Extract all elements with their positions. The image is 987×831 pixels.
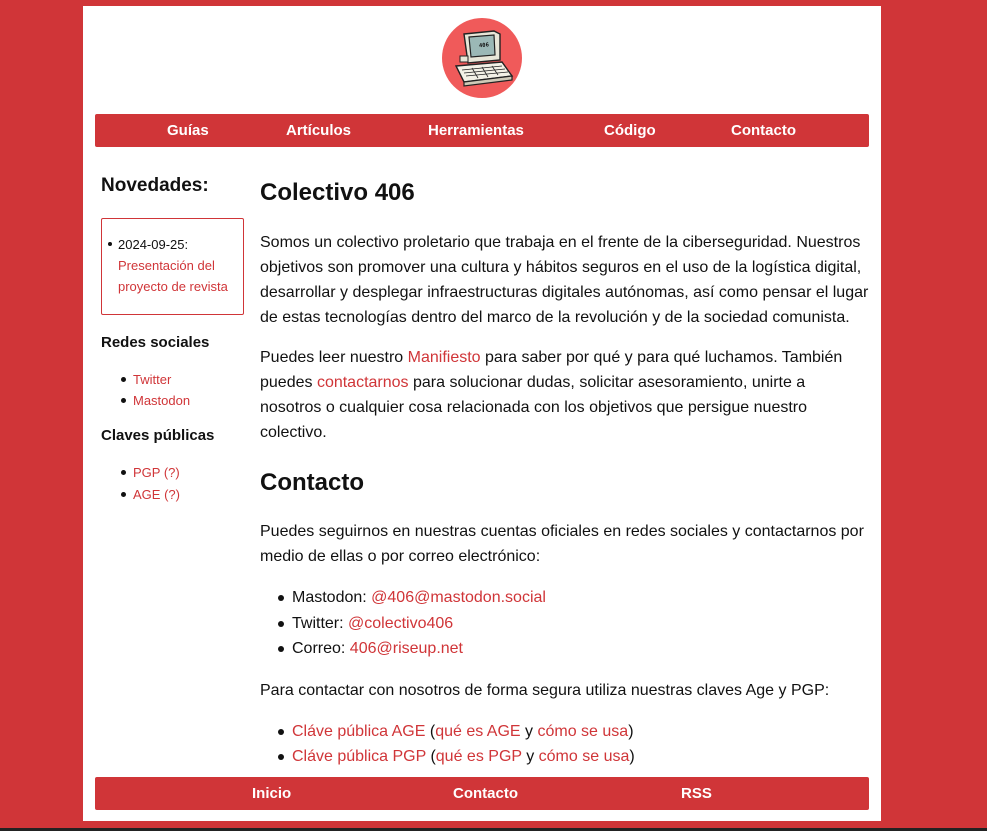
contact-item-mastodon xyxy=(260,585,870,611)
key-item-age-main xyxy=(260,719,870,745)
news-box xyxy=(101,218,244,315)
keys-main-list xyxy=(260,719,870,770)
nav-item-codigo[interactable]: Código xyxy=(604,122,656,139)
sidebar xyxy=(101,174,244,506)
keys-list xyxy=(101,462,244,506)
pgp-key-link[interactable]: PGP (?) xyxy=(133,465,180,480)
intro-paragraph: Somos un colectivo proletario que trabaja en el frente de la ciberseguridad. Nuestros objetivos son promover una cultura y hábitos seguros en el uso de la logística digital, desarrollar y desplegar infraestructuras digitales autónomas, así como pensar el lugar de estas tecnologías dentro del marco de la revolución y de la sociedad comunista. xyxy=(260,234,869,326)
and-text: y xyxy=(520,722,538,740)
social-item-twitter xyxy=(101,369,244,390)
pgp-public-key-link[interactable]: Cláve pública PGP xyxy=(292,748,426,765)
what-is-pgp-link[interactable]: qué es PGP xyxy=(435,748,522,765)
intro-text-1: Puedes leer nuestro xyxy=(260,349,408,366)
contact-list xyxy=(260,585,870,662)
footer-item-rss[interactable]: RSS xyxy=(681,785,712,802)
page-title: Colectivo 406 xyxy=(260,179,415,206)
social-item-mastodon xyxy=(101,390,244,411)
contact-link[interactable]: contactarnos xyxy=(316,374,409,391)
intro-text-2: para saber por qué y para qué luchamos. También puedes xyxy=(260,349,843,391)
contact-heading: Contacto xyxy=(260,469,364,496)
news-link[interactable]: Presentación del proyecto de revista xyxy=(118,258,228,294)
paren-close: ) xyxy=(628,722,634,740)
manifesto-link[interactable]: Manifiesto xyxy=(407,349,481,366)
email-link[interactable]: 406@riseup.net xyxy=(349,640,463,657)
contact-label: Mastodon: xyxy=(292,589,372,606)
contact-item-email xyxy=(260,636,870,662)
age-public-key-link[interactable]: Cláve pública AGE xyxy=(292,722,426,740)
news-item xyxy=(108,234,237,297)
how-to-use-age-link[interactable]: cómo se usa xyxy=(537,722,629,740)
contact-item-twitter xyxy=(260,611,870,637)
key-item-pgp-main xyxy=(260,744,870,770)
main-content xyxy=(260,179,870,770)
intro-text-3: para solucionar dudas, solicitar asesoramiento, unirte a nosotros o cualquier cosa relacionada con los objetivos que persigue nuestro colectivo. xyxy=(260,374,808,441)
news-date: 2024-09-25: xyxy=(118,237,189,252)
what-is-age-link[interactable]: qué es AGE xyxy=(435,722,521,740)
footer-item-inicio[interactable]: Inicio xyxy=(252,785,292,802)
key-item-age xyxy=(101,484,244,506)
key-item-pgp xyxy=(101,462,244,484)
footer-item-contacto[interactable]: Contacto xyxy=(453,785,518,802)
contact-paragraph: Puedes seguirnos en nuestras cuentas oficiales en redes sociales y contactarnos por medio de ellas o por correo electrónico: xyxy=(260,523,864,565)
and-text: y xyxy=(521,748,539,765)
keys-paragraph: Para contactar con nosotros de forma segura utiliza nuestras claves Age y PGP: xyxy=(260,681,830,699)
social-list xyxy=(101,369,244,411)
retro-computer-icon[interactable] xyxy=(442,18,522,98)
mastodon-link[interactable]: Mastodon xyxy=(133,393,191,408)
news-title: Novedades: xyxy=(101,175,209,196)
intro-paragraph-links xyxy=(260,345,870,445)
contact-label: Twitter: xyxy=(292,614,349,632)
contact-label: Correo: xyxy=(292,640,350,657)
paren-open: ( xyxy=(426,748,436,765)
social-title: Redes sociales xyxy=(101,334,210,351)
nav-item-contacto[interactable]: Contacto xyxy=(731,122,796,139)
twitter-account-link[interactable]: @colectivo406 xyxy=(348,614,454,632)
nav-item-herramientas[interactable]: Herramientas xyxy=(428,122,524,139)
age-key-link[interactable]: AGE (?) xyxy=(133,487,180,502)
how-to-use-pgp-link[interactable]: cómo se usa xyxy=(538,748,630,765)
keys-title: Claves públicas xyxy=(101,427,215,444)
nav-item-articulos[interactable]: Artículos xyxy=(286,122,352,139)
paren-open: ( xyxy=(425,722,436,740)
footer-navigation xyxy=(95,777,869,810)
paren-close: ) xyxy=(629,748,635,765)
nav-item-guias[interactable]: Guías xyxy=(167,122,209,139)
top-navigation xyxy=(95,114,869,147)
twitter-link[interactable]: Twitter xyxy=(133,372,172,387)
mastodon-account-link[interactable]: @406@mastodon.social xyxy=(371,589,546,606)
page xyxy=(83,6,881,821)
svg-text:406: 406 xyxy=(478,42,490,50)
